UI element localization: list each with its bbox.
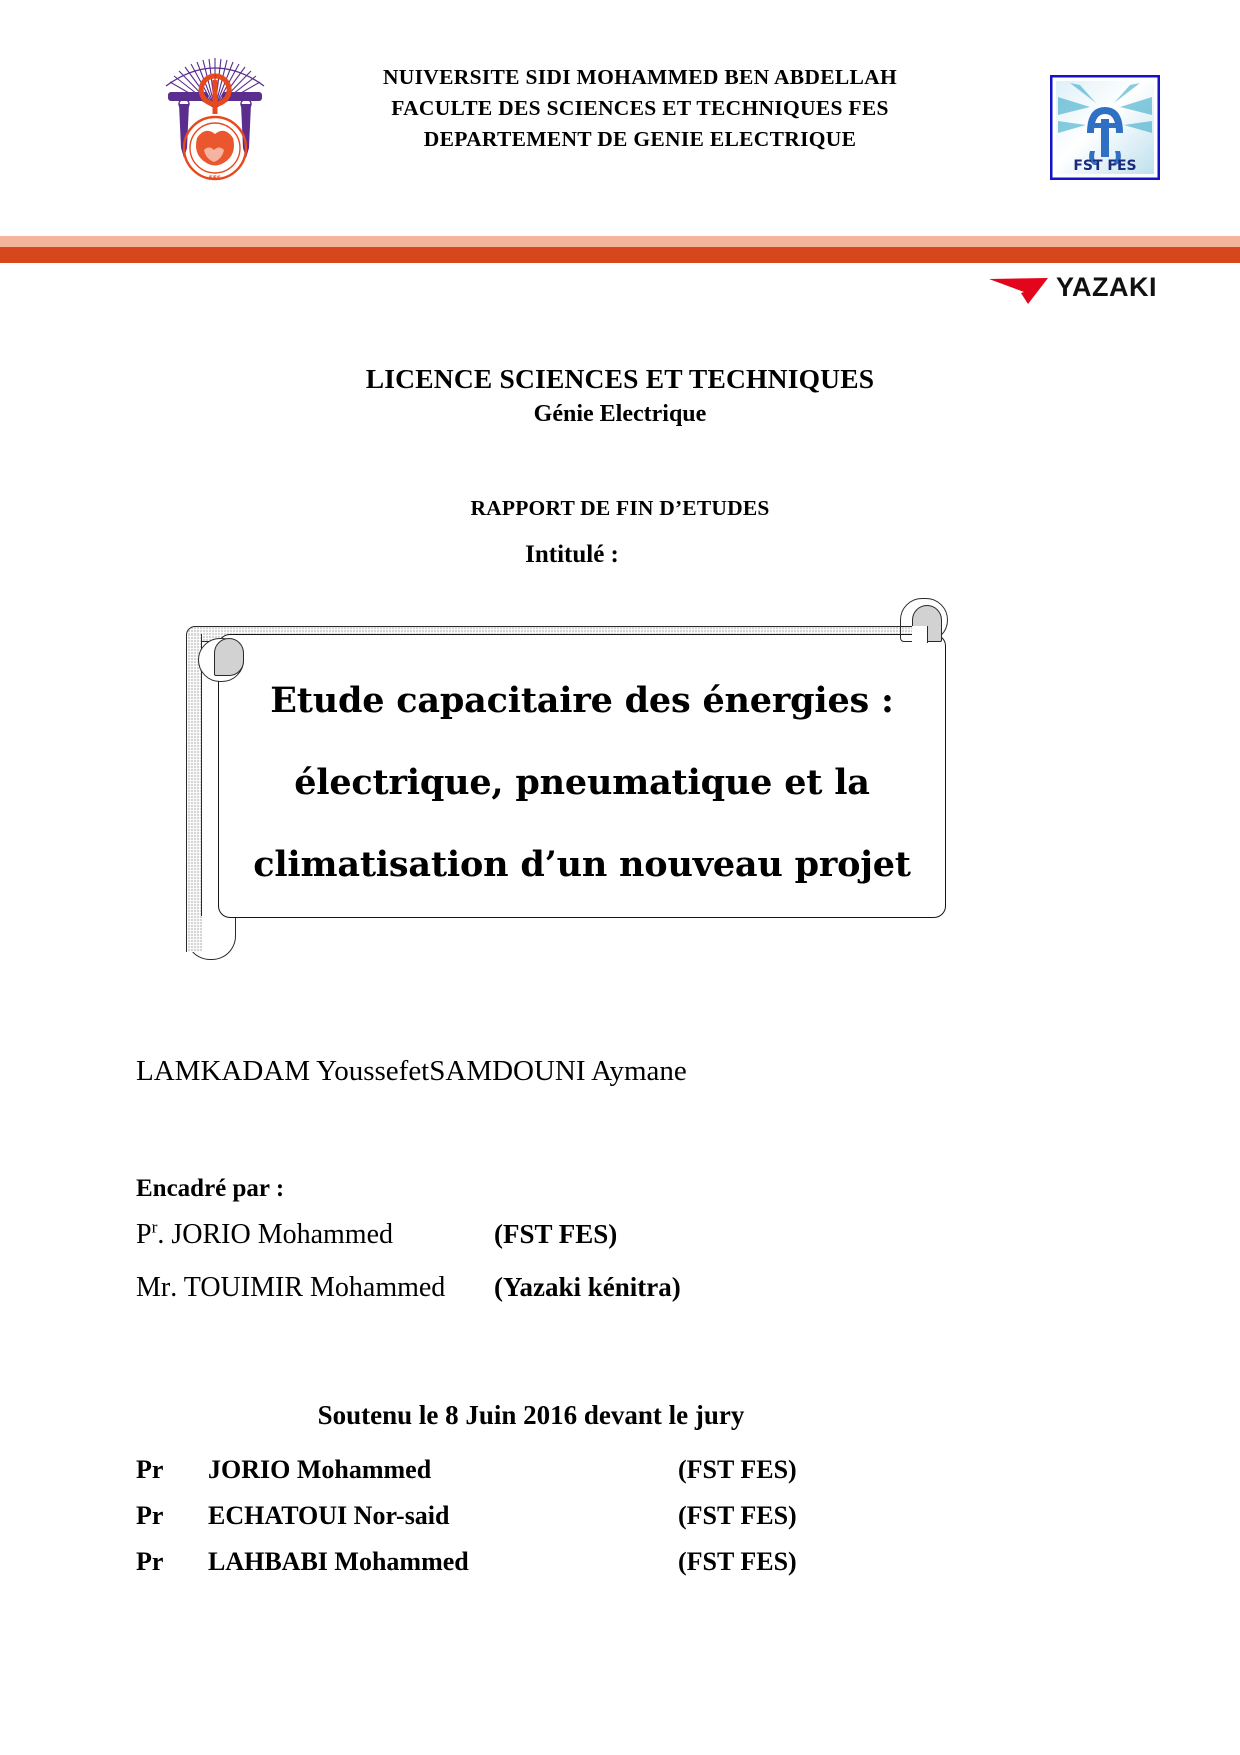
institution-line-2: FACULTE DES SCIENCES ET TECHNIQUES FES [391, 96, 889, 120]
jury-heading: Soutenu le 8 Juin 2016 devant le jury [317, 1400, 745, 1430]
degree-block [0, 362, 1240, 430]
fst-fes-logo-text: FST FES [1073, 158, 1137, 174]
institution-line-3: DEPARTEMENT DE GENIE ELECTRIQUE [423, 127, 857, 151]
jury-title: Pr [136, 1455, 164, 1484]
jury-name: JORIO Mohammed [208, 1455, 432, 1484]
yazaki-mark-icon [988, 275, 1050, 305]
supervisor-name-text: . TOUIMIR Mohammed [170, 1272, 446, 1303]
usmba-crest-icon [152, 52, 278, 186]
supervisor-affiliation: (FST FES) [494, 1219, 618, 1249]
page-header [0, 0, 1240, 236]
jury-row [136, 1447, 926, 1493]
jury-row [136, 1493, 926, 1539]
supervisor-prefix-sup: r [151, 1217, 158, 1237]
supervisor-name [136, 1210, 494, 1259]
yazaki-wordmark: YAZAKI [1056, 272, 1158, 302]
degree-specialty: Génie Electrique [533, 401, 707, 427]
scroll-curl-right-icon [892, 598, 948, 644]
scroll-left-foot-fill [186, 916, 202, 952]
project-title [242, 660, 922, 906]
supervisor-name-text: . JORIO Mohammed [157, 1219, 394, 1250]
supervisor-prefix: P [136, 1219, 152, 1250]
supervision-heading: Encadré par : [136, 1175, 285, 1202]
jury-affiliation: (FST FES) [678, 1501, 797, 1530]
supervision-block [136, 1168, 1036, 1316]
jury-list [136, 1447, 926, 1585]
supervisor-row [136, 1263, 1036, 1316]
project-title-line-2: électrique, pneumatique et la [294, 762, 870, 803]
institution-line-1: NUIVERSITE SIDI MOHAMMED BEN ABDELLAH [382, 65, 898, 89]
intitule-label: Intitulé : [525, 541, 619, 568]
jury-row [136, 1539, 926, 1585]
divider-dark-stripe [0, 247, 1240, 263]
supervisor-affiliation: (Yazaki kénitra) [494, 1272, 681, 1302]
degree-program: LICENCE SCIENCES ET TECHNIQUES [365, 363, 875, 394]
project-title-line-3: climatisation d’un nouveau projet [253, 844, 911, 885]
supervisor-name [136, 1263, 494, 1312]
report-kind: RAPPORT DE FIN D’ETUDES [470, 496, 770, 520]
jury-affiliation: (FST FES) [678, 1455, 797, 1484]
jury-affiliation: (FST FES) [678, 1547, 797, 1576]
supervisor-prefix: Mr [136, 1272, 171, 1303]
header-divider [0, 236, 1240, 263]
fst-fes-logo-icon [1050, 75, 1160, 180]
title-scroll-banner [186, 598, 958, 960]
svg-text:FES: FES [208, 175, 222, 182]
divider-light-stripe [0, 236, 1240, 247]
institution-heading [290, 62, 990, 155]
jury-name: ECHATOUI Nor-said [208, 1501, 450, 1530]
scroll-curl-left-icon [198, 638, 246, 684]
supervisor-row [136, 1210, 1036, 1263]
jury-title: Pr [136, 1547, 164, 1576]
jury-title: Pr [136, 1501, 164, 1530]
project-title-line-1: Etude capacitaire des énergies : [270, 680, 894, 721]
jury-name: LAHBABI Mohammed [208, 1547, 469, 1576]
yazaki-logo [988, 272, 1158, 306]
authors-line: LAMKADAM YoussefetSAMDOUNI Aymane [136, 1055, 687, 1087]
